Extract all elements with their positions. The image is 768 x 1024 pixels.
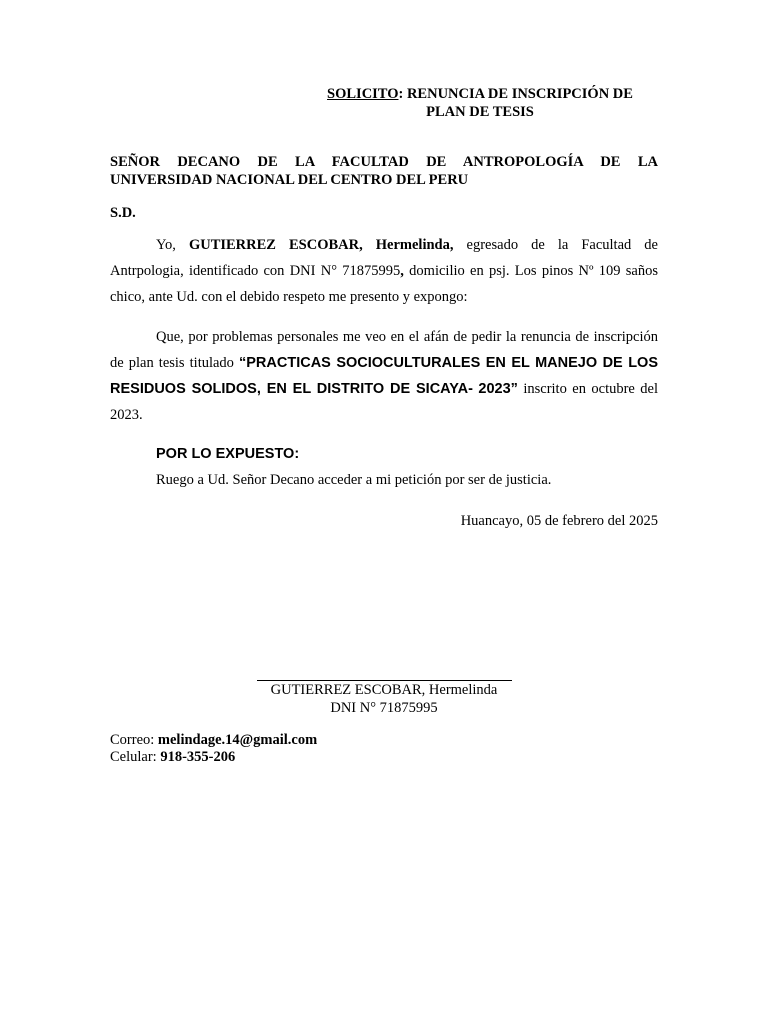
- phone-label: Celular:: [110, 749, 161, 765]
- closing-heading: POR LO EXPUESTO:: [156, 446, 300, 462]
- place-date: Huancayo, 05 de febrero del 2025: [460, 513, 658, 529]
- addressee-line-2: UNIVERSIDAD NACIONAL DEL CENTRO DEL PERU: [110, 172, 469, 188]
- paragraph-1-text-b: domicilio en psj. Los pinos Nº 109 saños chico, ante Ud. con el debido respeto me presento y expongo:: [110, 263, 658, 305]
- signature-name: GUTIERREZ ESCOBAR, Hermelinda: [270, 682, 498, 698]
- signature-block: [234, 681, 534, 717]
- paragraph-2-text-a: Que, por problemas personales me veo en el afán de pedir la renuncia de inscripción de plan tesis titulado: [110, 329, 658, 371]
- phone-value: 918-355-206: [160, 749, 236, 765]
- subject-text-1: : RENUNCIA DE INSCRIPCIÓN DE: [398, 86, 633, 102]
- paragraph-1-comma: ,: [400, 263, 404, 279]
- contact-phone-row: [110, 749, 317, 766]
- subject-heading: [302, 85, 658, 121]
- contact-info: [110, 732, 317, 766]
- thesis-title: “PRACTICAS SOCIOCULTURALES EN EL MANEJO DE LOS RESIDUOS SOLIDOS, EN EL DISTRITO DE SICAYA-: [110, 355, 659, 397]
- email-label: Correo:: [110, 732, 158, 748]
- paragraph-1-intro: Yo,: [156, 237, 189, 253]
- subject-text-2: PLAN DE TESIS: [426, 104, 534, 120]
- addressee-line-1: SEÑOR DECANO DE LA FACULTAD DE ANTROPOLOGÍA DE LA: [110, 154, 658, 170]
- contact-email-row: [110, 732, 317, 749]
- subject-line-1: [302, 85, 658, 103]
- signature-dni: DNI N° 71875995: [330, 700, 438, 716]
- addressee: [110, 153, 658, 189]
- paragraph-2-text-b: inscrito en octubre del 2023.: [110, 381, 659, 423]
- applicant-name: GUTIERREZ ESCOBAR, Hermelinda,: [188, 237, 454, 253]
- paragraph-2: [110, 324, 658, 428]
- paragraph-1-text-a: egresado de la Facultad de Antrpologia, identificado con DNI N° 71875995: [110, 237, 658, 279]
- paragraph-1: [110, 232, 658, 310]
- salutation: S.D.: [110, 205, 136, 221]
- thesis-year: 2023”: [478, 381, 518, 397]
- subject-label: SOLICITO: [327, 86, 399, 102]
- closing-request: Ruego a Ud. Señor Decano acceder a mi petición por ser de justicia.: [156, 472, 552, 488]
- email-value: melindage.14@gmail.com: [157, 732, 318, 748]
